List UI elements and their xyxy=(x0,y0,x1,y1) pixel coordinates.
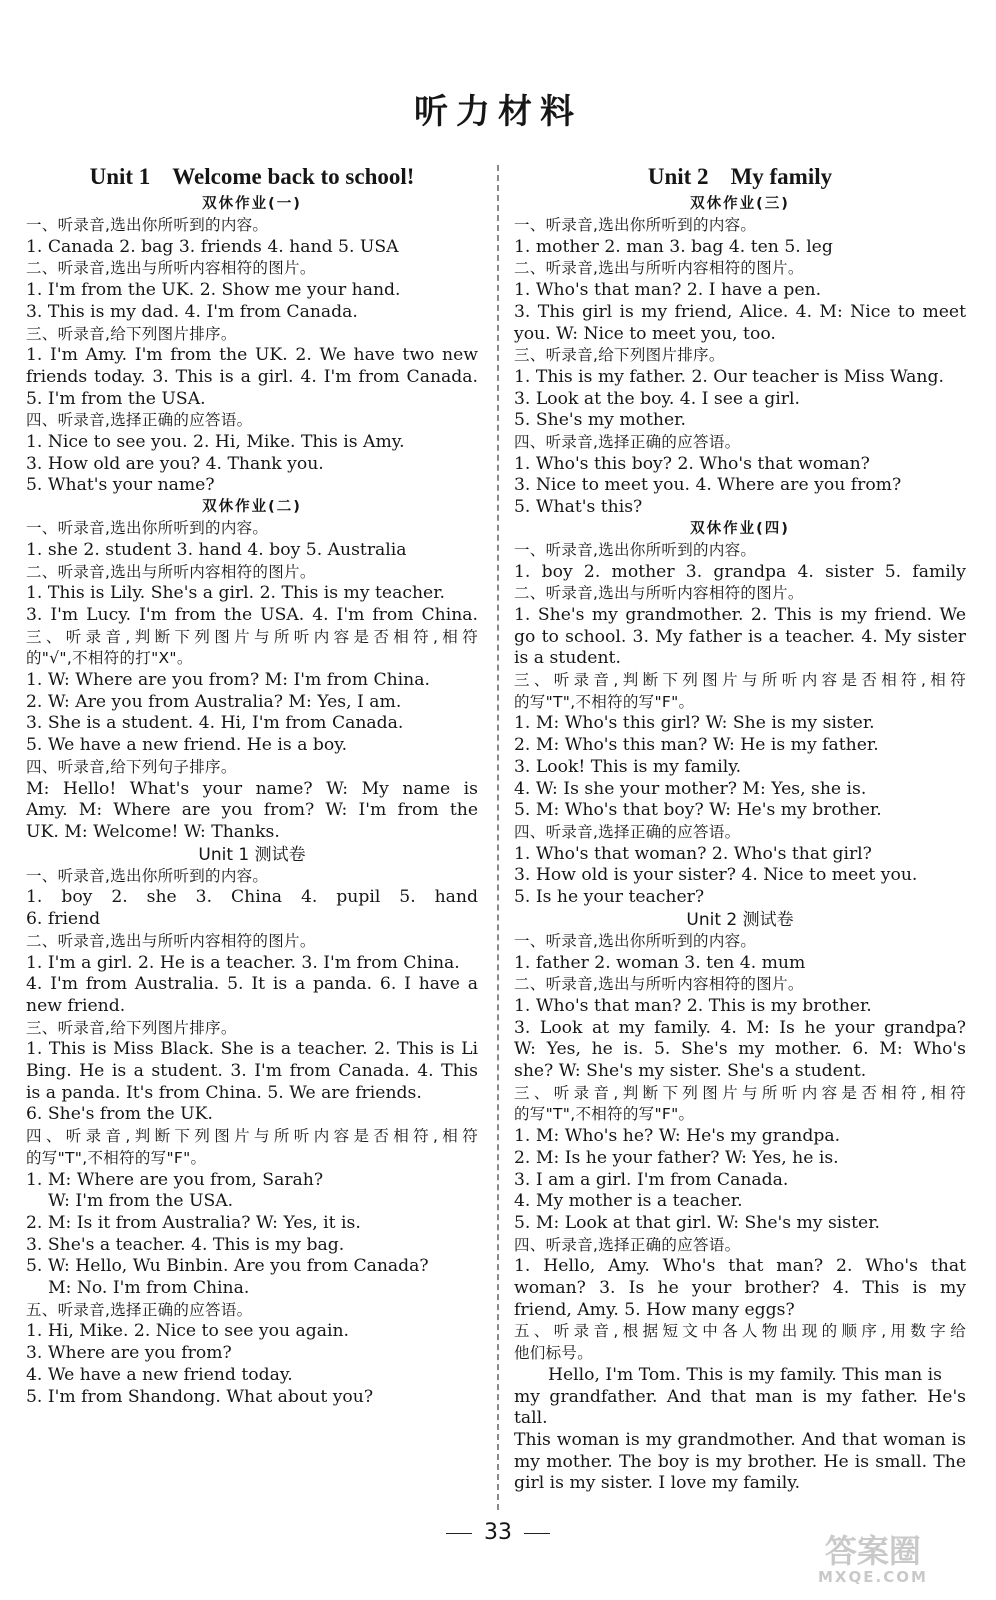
text-line: 6. friend xyxy=(26,909,101,930)
text-line: 1. She's my grandmother. 2. This is my friend. We xyxy=(514,604,966,625)
text-line: M: No. I'm from China. xyxy=(48,1278,250,1299)
text-line: 1. This is my father. 2. Our teacher is Miss Wang. xyxy=(514,366,944,387)
text-line: 1. M: Who's he? W: He's my grandpa. xyxy=(514,1126,841,1147)
text-line: my mother. The boy is my brother. He is small. The xyxy=(514,1451,966,1472)
page-number: 33 xyxy=(484,1520,512,1545)
text-line: 5. I'm from the USA. xyxy=(26,388,206,409)
text-line: 5. W: Hello, Wu Binbin. Are you from Canada? xyxy=(26,1256,429,1277)
text-line: 1. M: Where are you from, Sarah? xyxy=(26,1169,324,1190)
question-heading: 三、听录音,判断下列图片与所听内容是否相符,相符 xyxy=(26,627,478,646)
question-heading: 的"√",不相符的打"X"。 xyxy=(26,649,193,668)
text-line: 1. This is Lily. She's a girl. 2. This is my teacher. xyxy=(26,583,446,604)
text-line: 1. Who's that man? 2. This is my brother. xyxy=(514,995,872,1016)
unit-name: My family xyxy=(730,164,833,189)
text-line: is a panda. It's from China. 5. We are friends. xyxy=(26,1082,422,1103)
text-line: 6. She's from the UK. xyxy=(26,1104,213,1125)
text-line: friend, Amy. 5. How many eggs? xyxy=(514,1299,795,1320)
question-heading: 四、听录音,选择正确的应答语。 xyxy=(26,411,253,430)
text-line: 2. M: Is it from Australia? W: Yes, it is. xyxy=(26,1212,361,1233)
text-line: 3. Nice to meet you. 4. Where are you from? xyxy=(514,475,902,496)
text-line: 5. M: Who's that boy? W: He's my brother. xyxy=(514,800,882,821)
unit-title xyxy=(514,162,966,192)
question-heading: 他们标号。 xyxy=(514,1344,594,1363)
text-line: 1. father 2. woman 3. ten 4. mum xyxy=(514,952,806,973)
page-title: 听力材料 xyxy=(414,92,582,132)
text-line: 3. This girl is my friend, Alice. 4. M: Nice to meet xyxy=(514,301,966,322)
question-heading: 二、听录音,选出与所听内容相符的图片。 xyxy=(514,975,804,994)
unit-name: Welcome back to school! xyxy=(172,164,415,189)
question-heading: 的写"T",不相符的写"F"。 xyxy=(514,1105,695,1124)
text-line: 4. We have a new friend today. xyxy=(26,1364,293,1385)
text-line: 3. I'm Lucy. I'm from the USA. 4. I'm from China. xyxy=(26,604,478,625)
text-line: 1. boy 2. mother 3. grandpa 4. sister 5. family xyxy=(514,561,966,582)
text-line: 1. Hi, Mike. 2. Nice to see you again. xyxy=(26,1321,350,1342)
text-line: W: Yes, he is. 5. She's my mother. 6. M: Who's xyxy=(514,1039,966,1060)
text-line: 1. Who's that woman? 2. Who's that girl? xyxy=(514,843,872,864)
question-heading: 四、听录音,判断下列图片与所听内容是否相符,相符 xyxy=(26,1127,478,1146)
text-line: 3. This is my dad. 4. I'm from Canada. xyxy=(26,301,358,322)
text-line: 1. mother 2. man 3. bag 4. ten 5. leg xyxy=(514,236,833,257)
text-line: 5. We have a new friend. He is a boy. xyxy=(26,735,348,756)
section-title: 双休作业(三) xyxy=(690,196,790,212)
text-line: my grandfather. And that man is my father. He's tall. xyxy=(514,1386,966,1429)
text-line: 2. W: Are you from Australia? M: Yes, I am. xyxy=(26,691,402,712)
text-line: woman? 3. Is he your brother? 4. This is my xyxy=(514,1278,966,1299)
question-heading: 五、听录音,选择正确的应答语。 xyxy=(26,1300,253,1319)
question-heading: 一、听录音,选出你所听到的内容。 xyxy=(514,216,757,234)
text-line: 5. I'm from Shandong. What about you? xyxy=(26,1386,374,1407)
text-line: This woman is my grandmother. And that woman is xyxy=(514,1429,966,1450)
text-line: 1. I'm a girl. 2. He is a teacher. 3. I'm from China. xyxy=(26,952,460,973)
text-line: 5. What's this? xyxy=(514,497,643,518)
unit-title xyxy=(26,162,478,192)
text-line: 1. Who's this boy? 2. Who's that woman? xyxy=(514,453,870,474)
text-line: 4. W: Is she your mother? M: Yes, she is. xyxy=(514,778,867,799)
paragraph-line: Hello, I'm Tom. This is my family. This man is xyxy=(548,1364,942,1385)
text-line: 3. Look at my family. 4. M: Is he your grandpa? xyxy=(514,1017,966,1038)
watermark-logo xyxy=(818,1534,928,1586)
text-line: 1. boy 2. she 3. China 4. pupil 5. hand xyxy=(26,887,478,908)
text-line: W: I'm from the USA. xyxy=(48,1191,234,1212)
question-heading: 三、听录音,判断下列图片与所听内容是否相符,相符 xyxy=(514,671,966,690)
right-blocks xyxy=(514,194,966,1495)
text-line: 3. How old is your sister? 4. Nice to meet you. xyxy=(514,865,918,886)
text-line: friends today. 3. This is a girl. 4. I'm from Canada. xyxy=(26,366,478,387)
text-line: 1. she 2. student 3. hand 4. boy 5. Australia xyxy=(26,539,407,560)
text-line: 3. Where are you from? xyxy=(26,1343,232,1364)
text-line: girl is my sister. I love my family. xyxy=(514,1473,801,1494)
question-heading: 的写"T",不相符的写"F"。 xyxy=(26,1148,207,1167)
text-line: 2. M: Is he your father? W: Yes, he is. xyxy=(514,1147,839,1168)
question-heading: 二、听录音,选出与所听内容相符的图片。 xyxy=(514,584,804,603)
watermark-main: 答案圈 xyxy=(824,1532,921,1570)
text-line: 3. Look at the boy. 4. I see a girl. xyxy=(514,388,800,409)
text-line: 5. Is he your teacher? xyxy=(514,887,705,908)
watermark-sub: MXQE.COM xyxy=(818,1568,928,1586)
footer-dash-left xyxy=(446,1533,472,1534)
section-title: 双休作业(一) xyxy=(202,196,302,212)
question-heading: 四、听录音,选择正确的应答语。 xyxy=(514,822,741,841)
text-line: 1. Hello, Amy. Who's that man? 2. Who's that xyxy=(514,1256,966,1277)
text-line: UK. M: Welcome! W: Thanks. xyxy=(26,821,280,842)
question-heading: 一、听录音,选出你所听到的内容。 xyxy=(26,519,269,538)
section-title: 双休作业(二) xyxy=(202,499,302,516)
text-line: 1. Canada 2. bag 3. friends 4. hand 5. USA xyxy=(26,236,399,257)
footer-dash-right xyxy=(524,1533,550,1534)
text-line: Amy. M: Where are you from? W: I'm from the xyxy=(26,800,478,821)
text-line: 3. I am a girl. I'm from Canada. xyxy=(514,1169,789,1190)
left-column xyxy=(26,162,478,1408)
unit-number: Unit 2 xyxy=(647,164,709,189)
text-line: you. W: Nice to meet you, too. xyxy=(514,323,776,344)
test-title: Unit 2 测试卷 xyxy=(686,909,794,930)
text-line: 4. I'm from Australia. 5. It is a panda. 6. I have a xyxy=(26,974,478,995)
question-heading: 四、听录音,选择正确的应答语。 xyxy=(514,1235,741,1254)
question-heading: 二、听录音,选出与所听内容相符的图片。 xyxy=(26,259,316,278)
text-line: she? W: She's my sister. She's a student. xyxy=(514,1061,867,1082)
section-title: 双休作业(四) xyxy=(690,520,790,537)
text-line: 3. Look! This is my family. xyxy=(514,756,742,777)
question-heading: 的写"T",不相符的写"F"。 xyxy=(514,692,695,711)
unit-number: Unit 1 xyxy=(89,164,151,189)
question-heading: 二、听录音,选出与所听内容相符的图片。 xyxy=(26,931,316,950)
text-line: 2. M: Who's this man? W: He is my father. xyxy=(514,735,879,756)
question-heading: 三、听录音,给下列图片排序。 xyxy=(26,324,237,343)
text-line: 1. Nice to see you. 2. Hi, Mike. This is Amy. xyxy=(26,432,405,453)
text-line: 5. She's my mother. xyxy=(514,410,686,431)
text-line: 1. W: Where are you from? M: I'm from China. xyxy=(26,670,430,691)
left-blocks xyxy=(26,194,478,1408)
text-line: 4. My mother is a teacher. xyxy=(514,1191,743,1212)
text-line: is a student. xyxy=(514,648,621,669)
text-line: M: Hello! What's your name? W: My name is xyxy=(26,778,478,799)
question-heading: 三、听录音,给下列图片排序。 xyxy=(26,1018,237,1037)
text-line: 1. Who's that man? 2. I have a pen. xyxy=(514,280,822,301)
question-heading: 一、听录音,选出你所听到的内容。 xyxy=(514,540,757,559)
text-line: 1. I'm Amy. I'm from the UK. 2. We have two new xyxy=(26,345,478,366)
text-line: 3. How old are you? 4. Thank you. xyxy=(26,453,324,474)
text-line: 1. This is Miss Black. She is a teacher. 2. This is Li xyxy=(26,1039,478,1060)
question-heading: 四、听录音,给下列句子排序。 xyxy=(26,757,237,776)
text-line: 3. She is a student. 4. Hi, I'm from Canada. xyxy=(26,713,404,734)
question-heading: 三、听录音,给下列图片排序。 xyxy=(514,346,725,365)
text-line: 1. M: Who's this girl? W: She is my sister. xyxy=(514,713,875,734)
question-heading: 二、听录音,选出与所听内容相符的图片。 xyxy=(26,562,316,581)
text-line: 5. What's your name? xyxy=(26,475,215,496)
text-line: go to school. 3. My father is a teacher. 4. My sister xyxy=(514,626,966,647)
text-line: 3. She's a teacher. 4. This is my bag. xyxy=(26,1234,345,1255)
right-column xyxy=(514,162,966,1495)
question-heading: 四、听录音,选择正确的应答语。 xyxy=(514,433,741,452)
text-line: 1. I'm from the UK. 2. Show me your hand. xyxy=(26,280,401,301)
text-line: new friend. xyxy=(26,995,126,1016)
question-heading: 三、听录音,判断下列图片与所听内容是否相符,相符 xyxy=(514,1083,966,1102)
column-divider xyxy=(497,165,499,1510)
text-line: Bing. He is a student. 3. I'm from Canada. 4. This xyxy=(26,1061,478,1082)
text-line: 5. M: Look at that girl. W: She's my sister. xyxy=(514,1212,880,1233)
question-heading: 一、听录音,选出你所听到的内容。 xyxy=(514,931,757,950)
test-title: Unit 1 测试卷 xyxy=(198,844,306,865)
question-heading: 五、听录音,根据短文中各人物出现的顺序,用数字给 xyxy=(514,1322,966,1341)
question-heading: 一、听录音,选出你所听到的内容。 xyxy=(26,216,269,234)
question-heading: 二、听录音,选出与所听内容相符的图片。 xyxy=(514,259,804,278)
question-heading: 一、听录音,选出你所听到的内容。 xyxy=(26,866,269,885)
